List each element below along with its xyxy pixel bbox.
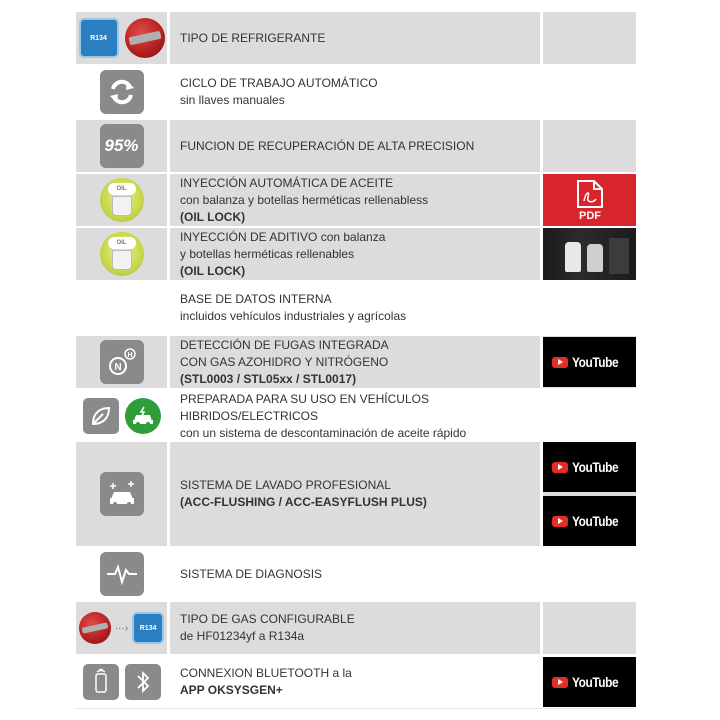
youtube-play-icon: [552, 516, 568, 527]
feature-subtitle: de HF01234yf a R134a: [180, 629, 305, 643]
divider: [76, 708, 636, 709]
extra-cell: [543, 66, 636, 118]
oil-lock-icon: OIL: [100, 232, 144, 276]
product-photo-link[interactable]: [543, 228, 636, 280]
oil-lock-icon: OIL: [100, 178, 144, 222]
extra-cell: [543, 282, 636, 334]
feature-title: CICLO DE TRABAJO AUTOMÁTICO: [180, 76, 378, 90]
youtube-play-icon: [552, 357, 568, 368]
feature-subtitle: incluidos vehículos industriales y agrícolas: [180, 309, 407, 323]
feature-subtitle: sin llaves manuales: [180, 93, 285, 107]
leaf-icon: [83, 398, 119, 434]
extra-cell: [543, 602, 636, 654]
feature-text: [170, 390, 540, 442]
feature-text: [170, 282, 540, 334]
icon-cell: [76, 66, 167, 118]
r134-icon: R134: [132, 612, 164, 644]
icon-cell: [76, 656, 167, 708]
feature-text: [170, 602, 540, 654]
refresh-cycle-icon: [100, 70, 144, 114]
icon-cell: [76, 548, 167, 600]
extra-cell: [543, 442, 636, 546]
feature-text: [170, 336, 540, 388]
feature-subtitle: CON GAS AZOHIDRO Y NITRÓGENO: [180, 354, 389, 369]
extra-cell: [543, 390, 636, 442]
feature-text: [170, 656, 540, 708]
youtube-play-icon: [552, 677, 568, 688]
feature-title: FUNCION DE RECUPERACIÓN DE ALTA PRECISION: [180, 138, 475, 153]
feature-code: (STL0003 / STL05xx / STL0017): [180, 371, 357, 386]
feature-text: [170, 442, 540, 546]
feature-text: [170, 120, 540, 172]
row-refrigerant: [76, 12, 636, 64]
feature-title: SISTEMA DE LAVADO PROFESIONAL: [180, 478, 391, 492]
row-hybrid: [76, 390, 636, 442]
row-flushing: [76, 442, 636, 546]
extra-cell: [543, 174, 636, 226]
feature-title: INYECCIÓN AUTOMÁTICA DE ACEITE: [180, 175, 394, 190]
pulse-icon: [100, 552, 144, 596]
extra-cell: [543, 548, 636, 600]
feature-code: (OIL LOCK): [180, 263, 246, 278]
row-cycle: [76, 66, 636, 118]
icon-cell: [76, 602, 167, 654]
row-leak: [76, 336, 636, 388]
youtube-button[interactable]: YouTube: [543, 337, 636, 387]
arrow-icon: ···›: [114, 622, 129, 634]
feature-subtitle: con balanza y botellas herméticas rellenabless: [180, 192, 429, 207]
feature-code: APP OKSYSGEN+: [180, 683, 283, 697]
svg-text:N: N: [113, 362, 122, 373]
icon-cell: [76, 390, 167, 442]
r134-icon: R134: [79, 18, 119, 58]
feature-text: [170, 548, 540, 600]
hfo1234yf-icon: [79, 612, 111, 644]
hfo1234yf-icon: [125, 18, 165, 58]
row-gastype: [76, 602, 636, 654]
feature-title: SISTEMA DE DIAGNOSIS: [180, 566, 323, 581]
feature-code: (ACC-FLUSHING / ACC-EASYFLUSH PLUS): [180, 495, 427, 509]
youtube-play-icon: [552, 462, 568, 473]
icon-cell: [76, 336, 167, 388]
feature-title: CONNEXION BLUETOOTH a la: [180, 666, 352, 680]
extra-cell: [543, 120, 636, 172]
row-database: [76, 282, 636, 334]
icon-cell: [76, 282, 167, 334]
feature-title: DETECCIÓN DE FUGAS INTEGRADA: [180, 337, 389, 352]
svg-text:PDF: PDF: [578, 210, 601, 221]
row-bluetooth: [76, 656, 636, 708]
bluetooth-icon: [125, 664, 161, 700]
extra-cell: [543, 336, 636, 388]
icon-cell: [76, 120, 167, 172]
feature-title: PREPARADA PARA SU USO EN VEHÍCULOS: [180, 391, 429, 406]
icon-cell: [76, 228, 167, 280]
feature-subtitle: con un sistema de descontaminación de aceite rápido: [180, 425, 467, 440]
feature-title: TIPO DE GAS CONFIGURABLE: [180, 612, 355, 626]
extra-cell: [543, 656, 636, 708]
electric-car-icon: [125, 398, 161, 434]
youtube-button[interactable]: YouTube: [543, 657, 636, 707]
row-recovery: [76, 120, 636, 172]
pdf-icon: [572, 179, 608, 221]
feature-text: [170, 66, 540, 118]
feature-text: [170, 12, 540, 64]
icon-cell: [76, 12, 167, 64]
row-diagnosis: [76, 548, 636, 600]
feature-code: (OIL LOCK): [180, 209, 246, 224]
percent-95-icon: 95%: [100, 124, 144, 168]
feature-title: BASE DE DATOS INTERNA: [180, 292, 332, 306]
feature-title-2: HIBRIDOS/ELECTRICOS: [180, 408, 319, 423]
svg-text:H: H: [126, 352, 133, 359]
extra-cell: [543, 12, 636, 64]
row-additive: [76, 228, 636, 280]
extra-cell: [543, 228, 636, 280]
pdf-download-button[interactable]: [543, 174, 636, 226]
car-wash-icon: [100, 472, 144, 516]
feature-title: INYECCIÓN DE ADITIVO con balanza: [180, 229, 386, 244]
feature-text: [170, 174, 540, 226]
feature-title: TIPO DE REFRIGERANTE: [180, 30, 326, 45]
feature-subtitle: y botellas herméticas rellenables: [180, 246, 355, 261]
nitrogen-icon: [100, 340, 144, 384]
row-oil: [76, 174, 636, 226]
icon-cell: [76, 174, 167, 226]
youtube-button-2[interactable]: YouTube: [543, 496, 636, 546]
youtube-button-1[interactable]: YouTube: [543, 442, 636, 492]
feature-text: [170, 228, 540, 280]
phone-icon: [83, 664, 119, 700]
icon-cell: [76, 442, 167, 546]
